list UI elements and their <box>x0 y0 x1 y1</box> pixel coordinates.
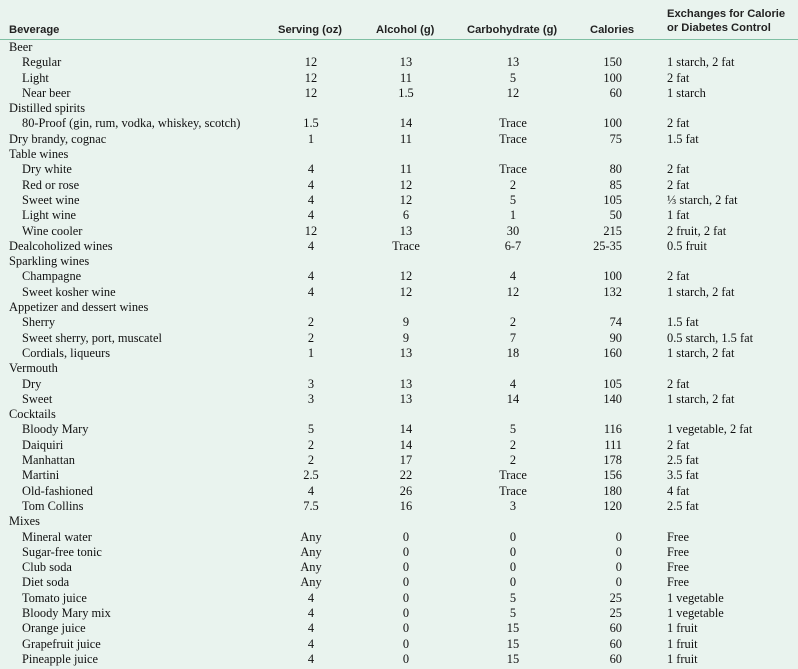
cell-name: Champagne <box>22 269 82 284</box>
cell-alcohol: 12 <box>399 269 413 284</box>
header-exchanges-line1: Exchanges for Calorie <box>667 8 786 20</box>
cell-carbohydrate: 0 <box>509 544 517 559</box>
table-row <box>0 208 798 223</box>
table-header <box>0 0 798 40</box>
cell-alcohol: 12 <box>399 192 413 207</box>
cell-name: Regular <box>22 55 62 70</box>
cell-serving: 1 <box>307 131 315 146</box>
category-row <box>0 407 798 422</box>
cell-name: Tom Collins <box>22 498 84 513</box>
cell-exchanges: 1 starch, 2 fat <box>667 55 735 70</box>
table-row <box>0 652 798 667</box>
table-row <box>0 55 798 70</box>
cell-exchanges: Free <box>667 560 690 575</box>
cell-alcohol: 0 <box>402 636 410 651</box>
cell-calories: 25 <box>609 605 622 620</box>
cell-alcohol: 14 <box>399 116 413 131</box>
cell-alcohol: 11 <box>400 131 412 146</box>
cell-calories: 60 <box>609 621 622 636</box>
cell-alcohol: 6 <box>402 208 410 223</box>
cell-name: Sweet sherry, port, muscatel <box>22 330 162 345</box>
table-row <box>0 285 798 300</box>
cell-name: Dealcoholized wines <box>9 238 113 253</box>
cell-name: Red or rose <box>22 177 80 192</box>
cell-exchanges: 1 fruit <box>667 636 698 651</box>
cell-name: Grapefruit juice <box>22 636 101 651</box>
cell-carbohydrate: 1 <box>509 208 517 223</box>
table-row <box>0 545 798 560</box>
cell-name: Wine cooler <box>22 223 83 238</box>
cell-carbohydrate: 12 <box>506 85 520 100</box>
cell-exchanges: 2 fat <box>667 162 690 177</box>
cell-exchanges: 3.5 fat <box>667 468 699 483</box>
cell-calories: 105 <box>603 376 622 391</box>
cell-serving: 1.5 <box>303 116 319 131</box>
cell-calories: 105 <box>603 192 622 207</box>
cell-calories: 0 <box>615 529 622 544</box>
cell-name: Cocktails <box>9 407 56 422</box>
cell-serving: 12 <box>304 85 318 100</box>
cell-name: Pineapple juice <box>22 651 99 666</box>
cell-alcohol: 12 <box>399 177 413 192</box>
cell-exchanges: 1 fruit <box>667 621 698 636</box>
cell-serving: 4 <box>307 483 315 498</box>
cell-calories: 116 <box>603 422 622 437</box>
table-row <box>0 86 798 101</box>
cell-exchanges: 1 vegetable, 2 fat <box>667 422 753 437</box>
cell-name: Distilled spirits <box>9 101 86 116</box>
table-row <box>0 116 798 131</box>
cell-calories: 85 <box>609 177 622 192</box>
category-row <box>0 514 798 529</box>
table-row <box>0 193 798 208</box>
cell-serving: 1 <box>307 345 315 360</box>
cell-calories: 160 <box>603 345 622 360</box>
cell-serving: 2 <box>307 453 315 468</box>
cell-serving: 4 <box>307 177 315 192</box>
cell-calories: 0 <box>615 560 622 575</box>
cell-calories: 50 <box>609 208 622 223</box>
cell-exchanges: 1 starch, 2 fat <box>667 391 735 406</box>
cell-name: Sparkling wines <box>9 254 90 269</box>
cell-exchanges: 2 fat <box>667 70 690 85</box>
cell-name: Tomato juice <box>22 590 87 605</box>
cell-exchanges: ⅓ starch, 2 fat <box>667 192 738 207</box>
cell-exchanges: 1 fat <box>667 208 690 223</box>
cell-carbohydrate: 6-7 <box>504 238 522 253</box>
cell-exchanges: 4 fat <box>667 483 690 498</box>
cell-alcohol: 0 <box>402 544 410 559</box>
cell-serving: 4 <box>307 162 315 177</box>
cell-name: Mineral water <box>22 529 92 544</box>
cell-alcohol: 0 <box>402 621 410 636</box>
table-row <box>0 346 798 361</box>
cell-serving: 2 <box>307 315 315 330</box>
cell-carbohydrate: Trace <box>499 468 527 483</box>
cell-alcohol: 0 <box>402 605 410 620</box>
cell-carbohydrate: 5 <box>509 192 517 207</box>
cell-alcohol: 14 <box>399 422 413 437</box>
cell-alcohol: 13 <box>399 376 413 391</box>
category-row <box>0 361 798 376</box>
cell-carbohydrate: 5 <box>509 422 517 437</box>
table-row <box>0 392 798 407</box>
cell-serving: Any <box>300 544 322 559</box>
cell-alcohol: 16 <box>399 498 413 513</box>
category-row <box>0 40 798 55</box>
cell-exchanges: 2 fat <box>667 376 690 391</box>
header-calories: Calories <box>590 24 635 36</box>
cell-name: 80-Proof (gin, rum, vodka, whiskey, scotch) <box>22 116 241 131</box>
cell-carbohydrate: 13 <box>506 55 520 70</box>
cell-alcohol: 1.5 <box>398 85 414 100</box>
cell-serving: 4 <box>307 605 315 620</box>
cell-alcohol: 9 <box>402 315 410 330</box>
table-row <box>0 162 798 177</box>
cell-name: Old-fashioned <box>22 483 93 498</box>
cell-serving: 7.5 <box>303 498 319 513</box>
cell-exchanges: 2 fat <box>667 177 690 192</box>
cell-calories: 60 <box>609 85 622 100</box>
cell-serving: Any <box>300 560 322 575</box>
cell-name: Sherry <box>22 315 56 330</box>
cell-name: Beer <box>9 40 33 54</box>
cell-serving: 4 <box>307 621 315 636</box>
cell-alcohol: 0 <box>402 575 410 590</box>
cell-calories: 132 <box>603 284 622 299</box>
cell-serving: 3 <box>307 391 315 406</box>
cell-carbohydrate: 15 <box>506 621 520 636</box>
cell-alcohol: Trace <box>392 238 420 253</box>
cell-carbohydrate: 4 <box>509 376 517 391</box>
cell-exchanges: Free <box>667 529 690 544</box>
cell-name: Vermouth <box>9 361 58 376</box>
cell-exchanges: 1.5 fat <box>667 315 699 330</box>
cell-calories: 60 <box>609 636 622 651</box>
cell-exchanges: 1 starch, 2 fat <box>667 284 735 299</box>
cell-name: Diet soda <box>22 575 70 590</box>
cell-exchanges: 1.5 fat <box>667 131 699 146</box>
cell-carbohydrate: 30 <box>506 223 520 238</box>
cell-alcohol: 0 <box>402 560 410 575</box>
category-row <box>0 101 798 116</box>
cell-alcohol: 9 <box>402 330 410 345</box>
cell-carbohydrate: 7 <box>509 330 517 345</box>
table-row <box>0 591 798 606</box>
cell-alcohol: 14 <box>399 437 413 452</box>
cell-name: Sweet <box>22 391 53 406</box>
header-exchanges-line2: or Diabetes Control <box>667 22 771 34</box>
cell-carbohydrate: 12 <box>506 284 520 299</box>
cell-alcohol: 13 <box>399 345 413 360</box>
cell-exchanges: 1 vegetable <box>667 590 724 605</box>
table-row <box>0 315 798 330</box>
cell-carbohydrate: 2 <box>509 453 517 468</box>
header-alcohol: Alcohol (g) <box>376 24 435 36</box>
cell-carbohydrate: 14 <box>506 391 520 406</box>
cell-serving: 4 <box>307 284 315 299</box>
cell-calories: 100 <box>603 116 622 131</box>
cell-carbohydrate: 2 <box>509 315 517 330</box>
table-row <box>0 484 798 499</box>
cell-name: Dry brandy, cognac <box>9 131 107 146</box>
cell-alcohol: 13 <box>399 223 413 238</box>
cell-carbohydrate: 0 <box>509 529 517 544</box>
cell-alcohol: 26 <box>399 483 413 498</box>
category-row <box>0 300 798 315</box>
cell-carbohydrate: Trace <box>499 131 527 146</box>
table-row <box>0 377 798 392</box>
table-row <box>0 331 798 346</box>
cell-calories: 215 <box>603 223 622 238</box>
header-carbohydrate: Carbohydrate (g) <box>467 24 558 36</box>
table-row <box>0 422 798 437</box>
cell-calories: 0 <box>615 575 622 590</box>
cell-carbohydrate: 5 <box>509 70 517 85</box>
cell-name: Orange juice <box>22 621 86 636</box>
table-row <box>0 239 798 254</box>
cell-name: Martini <box>22 468 60 483</box>
cell-serving: Any <box>300 529 322 544</box>
cell-carbohydrate: 0 <box>509 575 517 590</box>
cell-carbohydrate: 18 <box>506 345 520 360</box>
cell-calories: 80 <box>609 162 622 177</box>
cell-name: Sugar-free tonic <box>22 544 102 559</box>
cell-carbohydrate: 2 <box>509 177 517 192</box>
header-serving: Serving (oz) <box>278 24 343 36</box>
cell-serving: Any <box>300 575 322 590</box>
cell-serving: 4 <box>307 208 315 223</box>
cell-exchanges: 2 fruit, 2 fat <box>667 223 727 238</box>
cell-exchanges: 2.5 fat <box>667 498 699 513</box>
cell-calories: 75 <box>609 131 622 146</box>
cell-exchanges: 2 fat <box>667 269 690 284</box>
table-row <box>0 71 798 86</box>
table-row <box>0 637 798 652</box>
cell-exchanges: 1 starch <box>667 85 706 100</box>
table-row <box>0 224 798 239</box>
cell-alcohol: 11 <box>400 70 412 85</box>
header-beverage: Beverage <box>9 24 60 36</box>
cell-calories: 100 <box>603 269 622 284</box>
cell-calories: 74 <box>609 315 622 330</box>
cell-name: Dry <box>22 376 42 391</box>
table-row <box>0 530 798 545</box>
cell-serving: 2 <box>307 437 315 452</box>
cell-serving: 12 <box>304 70 318 85</box>
cell-carbohydrate: 0 <box>509 560 517 575</box>
cell-serving: 12 <box>304 55 318 70</box>
cell-calories: 25-35 <box>593 238 622 253</box>
cell-serving: 4 <box>307 590 315 605</box>
cell-carbohydrate: Trace <box>499 162 527 177</box>
cell-exchanges: 0.5 starch, 1.5 fat <box>667 330 754 345</box>
cell-name: Mixes <box>9 514 40 529</box>
cell-calories: 90 <box>609 330 622 345</box>
cell-name: Bloody Mary mix <box>22 605 111 620</box>
cell-calories: 150 <box>603 55 622 70</box>
cell-exchanges: 2 fat <box>667 116 690 131</box>
cell-name: Club soda <box>22 560 72 575</box>
cell-name: Bloody Mary <box>22 422 89 437</box>
cell-name: Light wine <box>22 208 77 223</box>
cell-serving: 4 <box>307 238 315 253</box>
cell-carbohydrate: 15 <box>506 636 520 651</box>
cell-serving: 4 <box>307 636 315 651</box>
cell-carbohydrate: 4 <box>509 269 517 284</box>
category-row <box>0 147 798 162</box>
table-row <box>0 178 798 193</box>
table-row <box>0 621 798 636</box>
cell-exchanges: 1 fruit <box>667 651 698 666</box>
table-row <box>0 438 798 453</box>
cell-alcohol: 22 <box>399 468 413 483</box>
cell-exchanges: 2 fat <box>667 437 690 452</box>
cell-alcohol: 13 <box>399 55 413 70</box>
cell-exchanges: 0.5 fruit <box>667 238 707 253</box>
table-row <box>0 499 798 514</box>
cell-calories: 178 <box>603 453 622 468</box>
cell-exchanges: 1 vegetable <box>667 605 724 620</box>
cell-carbohydrate: Trace <box>499 483 527 498</box>
cell-calories: 180 <box>603 483 622 498</box>
cell-calories: 120 <box>603 498 622 513</box>
cell-name: Light <box>22 70 49 85</box>
cell-calories: 0 <box>615 544 622 559</box>
table-row <box>0 453 798 468</box>
cell-exchanges: Free <box>667 544 690 559</box>
table-row <box>0 132 798 147</box>
cell-alcohol: 0 <box>402 651 410 666</box>
header-exchanges <box>667 7 798 35</box>
cell-carbohydrate: 5 <box>509 590 517 605</box>
cell-alcohol: 12 <box>399 284 413 299</box>
cell-carbohydrate: Trace <box>499 116 527 131</box>
cell-name: Manhattan <box>22 453 75 468</box>
cell-name: Cordials, liqueurs <box>22 345 111 360</box>
cell-carbohydrate: 3 <box>509 498 517 513</box>
cell-name: Near beer <box>22 85 71 100</box>
cell-name: Appetizer and dessert wines <box>9 300 149 315</box>
cell-exchanges: Free <box>667 575 690 590</box>
table-row <box>0 606 798 621</box>
cell-calories: 60 <box>609 651 622 666</box>
cell-serving: 5 <box>307 422 315 437</box>
cell-alcohol: 17 <box>399 453 413 468</box>
cell-alcohol: 13 <box>399 391 413 406</box>
cell-serving: 4 <box>307 269 315 284</box>
cell-exchanges: 1 starch, 2 fat <box>667 345 735 360</box>
cell-serving: 2 <box>307 330 315 345</box>
cell-calories: 156 <box>603 468 622 483</box>
cell-name: Daiquiri <box>22 437 64 452</box>
cell-exchanges: 2.5 fat <box>667 453 699 468</box>
cell-name: Dry white <box>22 162 72 177</box>
cell-alcohol: 0 <box>402 590 410 605</box>
cell-carbohydrate: 5 <box>509 605 517 620</box>
cell-carbohydrate: 2 <box>509 437 517 452</box>
cell-calories: 100 <box>603 70 622 85</box>
table-row <box>0 269 798 284</box>
cell-name: Table wines <box>9 147 69 162</box>
cell-serving: 3 <box>307 376 315 391</box>
cell-calories: 140 <box>603 391 622 406</box>
cell-name: Sweet wine <box>22 192 80 207</box>
cell-serving: 12 <box>304 223 318 238</box>
cell-name: Sweet kosher wine <box>22 284 116 299</box>
cell-calories: 25 <box>609 590 622 605</box>
cell-serving: 4 <box>307 192 315 207</box>
table-row <box>0 560 798 575</box>
cell-alcohol: 11 <box>400 162 412 177</box>
cell-alcohol: 0 <box>402 529 410 544</box>
cell-serving: 2.5 <box>303 468 319 483</box>
cell-carbohydrate: 15 <box>506 651 520 666</box>
table-row <box>0 468 798 483</box>
cell-calories: 111 <box>604 437 622 452</box>
table-row <box>0 575 798 590</box>
table-body <box>0 40 798 667</box>
category-row <box>0 254 798 269</box>
cell-serving: 4 <box>307 651 315 666</box>
